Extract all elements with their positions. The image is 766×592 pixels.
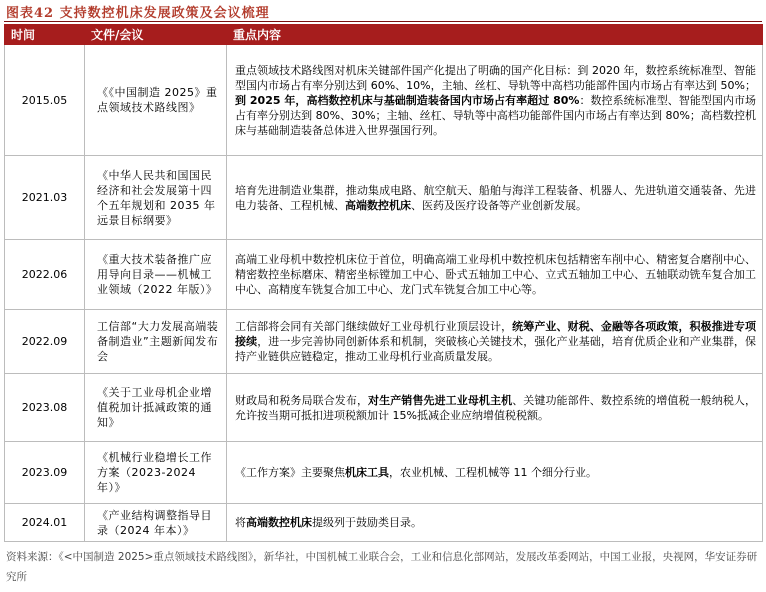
row-points (227, 310, 763, 374)
row-time: 2024.01 (5, 504, 85, 542)
bold-seg: 高端数控机床 (246, 516, 312, 529)
text-seg: 、医药及医疗设备等产业创新发展。 (411, 198, 587, 212)
table-row (5, 45, 763, 156)
row-time: 2015.05 (5, 45, 85, 156)
row-doc: 《中华人民共和国国民经济和社会发展第十四个五年规划和 2035 年远景目标纲要》 (85, 156, 227, 240)
text-seg: 提级列于鼓励类目录。 (312, 516, 422, 529)
text-seg: 、关键功能部件、数控系统的增值税一般纳税人，允许按当期可抵扣进项税额加计 15%抵减企业应纳增值税税额。 (235, 393, 757, 422)
bold-seg: 到 2025 年，高档数控机床与基础制造装备国内市场占有率超过 80% (235, 93, 580, 107)
text-seg: ：数控系统标准型、智能型国内市场占有率分别达到 80%、30%；主轴、丝杠、导轨等中高档功能部件国内市场占有率达到 80%；高档数控机床与基础制造装备总体进入世界强国行列。 (235, 93, 757, 137)
row-doc: 《重大技术装备推广应用导向目录——机械工业领域（2022 年版）》 (85, 240, 227, 310)
table-row (5, 504, 763, 542)
row-points (227, 45, 763, 156)
text-seg: 重点领域技术路线图对机床关键部件国产化提出了明确的国产化目标：到 2020 年，数控系统标准型、智能型国内市场占有率分别达到 60%、10%，主轴、丝杠、导轨等中高档功能部件国内市场占有率达到 50%； (235, 63, 756, 92)
text-seg: 培育先进制造业集群，推动集成电路、航空航天、船舶与海洋工程装备、机器人、先进轨道交通装备、先进电力装备、工程机械、 (235, 183, 756, 212)
bold-seg: 机床工具 (345, 466, 389, 479)
row-points (227, 156, 763, 240)
policy-table (4, 24, 763, 542)
row-points (227, 504, 763, 542)
table-header-row (5, 25, 763, 45)
table-row (5, 240, 763, 310)
row-time: 2021.03 (5, 156, 85, 240)
row-points (227, 442, 763, 504)
row-doc: 《机械行业稳增长工作方案（2023-2024 年）》 (85, 442, 227, 504)
text-seg: ，进一步完善协同创新体系和机制，突破核心关键技术，强化产业基础，培育优质企业和产业集群，保持产业链供应链稳定，推动工业母机行业高质量发展。 (235, 335, 757, 363)
row-doc: 《产业结构调整指导目录（2024 年本）》 (85, 504, 227, 542)
row-doc: 《《中国制造 2025》重点领域技术路线图》 (85, 45, 227, 156)
title-rule (4, 21, 762, 22)
text-seg: 财政局和税务局联合发布， (235, 393, 369, 407)
row-time: 2023.09 (5, 442, 85, 504)
row-doc: 工信部“大力发展高端装备制造业”主题新闻发布会 (85, 310, 227, 374)
header-doc: 文件/会议 (85, 25, 227, 45)
bold-seg: 高端数控机床 (345, 198, 411, 212)
header-time: 时间 (5, 25, 85, 45)
row-time: 2022.06 (5, 240, 85, 310)
text-seg: 将 (235, 516, 246, 529)
figure-title: 图表42 支持数控机床发展政策及会议梳理 (6, 6, 270, 21)
row-points (227, 374, 763, 442)
bold-seg: 统筹产业、财税、金融等各项政策，积极推进专项接续 (235, 320, 756, 348)
text-seg: 《工作方案》主要聚焦 (235, 466, 345, 479)
table-row (5, 156, 763, 240)
row-doc: 《关于工业母机企业增值税加计抵减政策的通知》 (85, 374, 227, 442)
text-seg: 工信部将会同有关部门继续做好工业母机行业顶层设计， (235, 320, 513, 333)
text-seg: 高端工业母机中数控机床位于首位，明确高端工业母机中数控机床包括精密车削中心、精密复合磨削中心、精密数控坐标磨床、精密坐标镗加工中心、卧式五轴加工中心、立式五轴加工中心、五轴联动铣车复合加工中心、高精度车铣复合加工中心、龙门式车铣复合加工中心等。 (235, 253, 756, 296)
row-time: 2023.08 (5, 374, 85, 442)
table-row (5, 374, 763, 442)
source-note: 资料来源：《<中国制造 2025>重点领域技术路线图》，新华社，中国机械工业联合会，工业和信息化部网站，发展改革委网站，中国工业报，央视网，华安证券研究所 (6, 551, 758, 583)
header-points: 重点内容 (227, 25, 763, 45)
table-row (5, 310, 763, 374)
bold-seg: 对生产销售先进工业母机主机 (368, 393, 513, 407)
row-time: 2022.09 (5, 310, 85, 374)
row-points (227, 240, 763, 310)
table-row (5, 442, 763, 504)
text-seg: ，农业机械、工程机械等 11 个细分行业。 (389, 466, 597, 479)
